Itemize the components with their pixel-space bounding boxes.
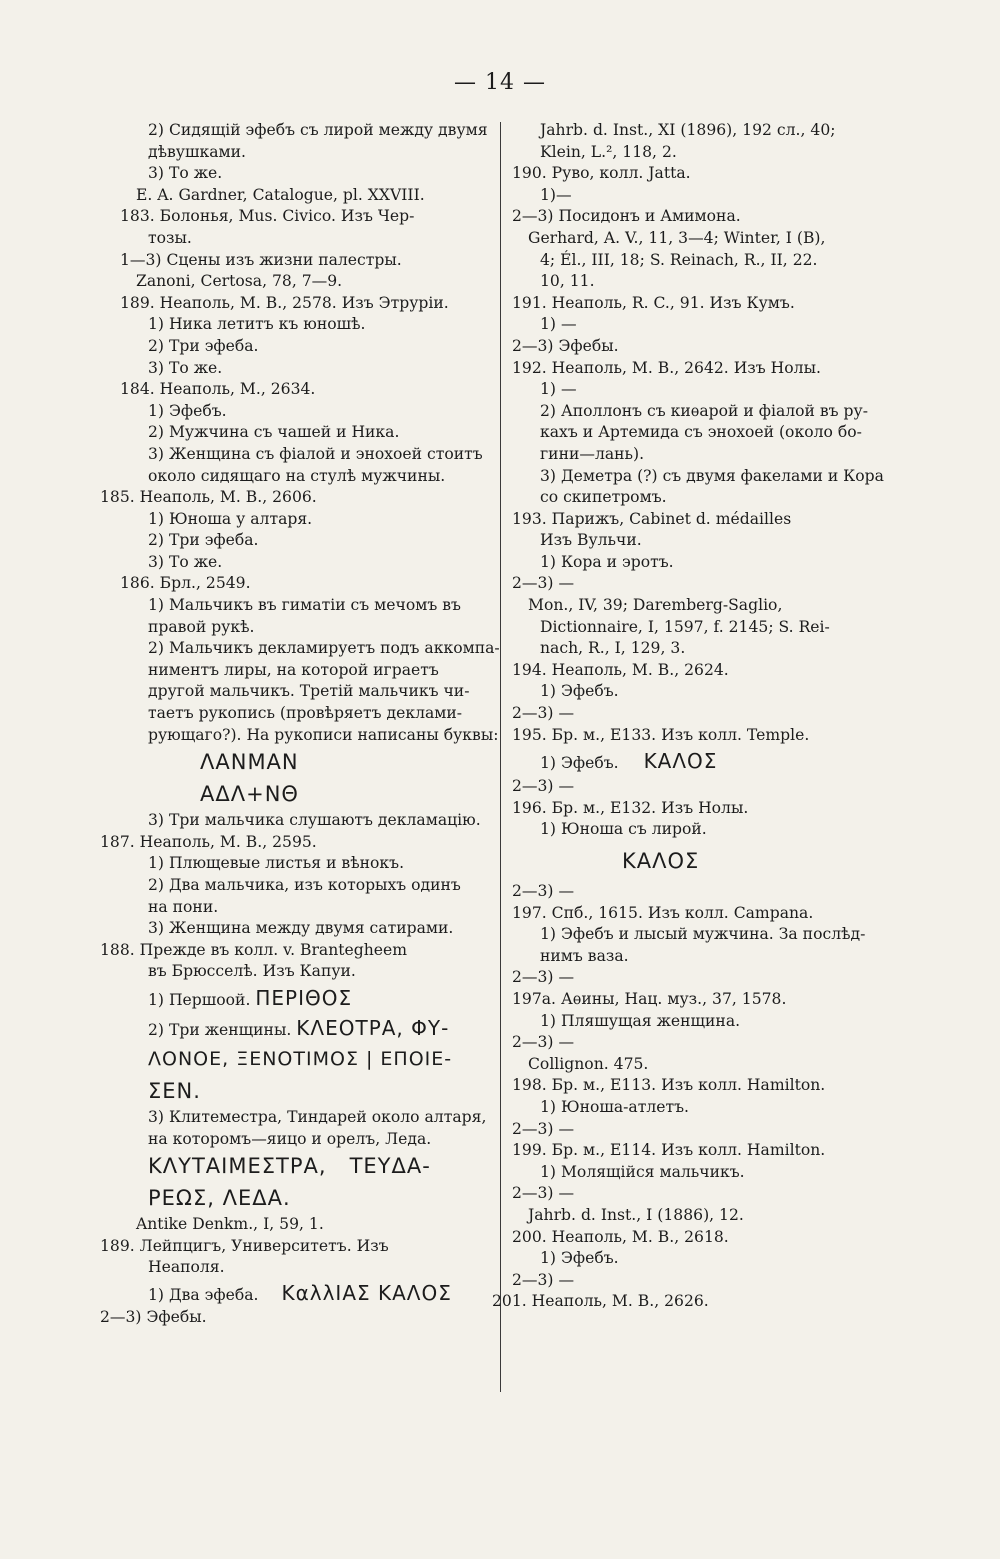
- text-line: 196. Бр. м., Е132. Изъ Нолы.: [512, 798, 749, 817]
- text-line: 1) Эфебъ.: [540, 1249, 619, 1268]
- text-line: 197. Спб., 1615. Изъ колл. Campana.: [512, 903, 814, 922]
- left-entries-c: [100, 1107, 490, 1150]
- text-line: 2) Аполлонъ съ киѳарой и фіалой въ ру-: [540, 401, 868, 420]
- text-line: 183. Болонья, Mus. Civico. Изъ Чер-: [120, 207, 415, 226]
- text-line: 1)—: [540, 185, 572, 204]
- text-line: 4; Él., III, 18; S. Reinach, R., II, 22.: [540, 250, 818, 269]
- text-line: 2) Сидящій эфебъ съ лирой между двумя: [148, 121, 488, 139]
- text-line: Collignon. 475.: [528, 1054, 649, 1073]
- text-line: Jahrb. d. Inst., XI (1896), 192 сл., 40;: [540, 121, 836, 139]
- left-entries-b: [100, 810, 490, 983]
- text-line: Неаполя.: [148, 1258, 225, 1277]
- text-line: Gerhard, A. V., 11, 3—4; Winter, I (B),: [528, 228, 826, 247]
- text-line: 2—3) —: [512, 1270, 575, 1289]
- ephebe-195-greek: ΚΑΛΟΣ: [643, 749, 718, 774]
- text-line: ниментъ лиры, на которой играетъ: [148, 660, 439, 679]
- text-line: 184. Неаполь, М., 2634.: [120, 380, 316, 399]
- left-entries-e: [100, 1307, 490, 1329]
- text-line: другой мальчикъ. Третій мальчикъ чи-: [148, 682, 470, 701]
- right-entries-c: [492, 881, 912, 1313]
- text-line: кахъ и Артемида съ энохоей (около бо-: [540, 423, 862, 442]
- two-ephebes-label: 1) Два эфеба.: [148, 1285, 259, 1304]
- text-line: со скипетромъ.: [540, 488, 667, 507]
- text-line: около сидящаго на стулѣ мужчины.: [148, 466, 446, 485]
- right-entries-a: [492, 120, 912, 746]
- text-line: 3) Женщина между двумя сатирами.: [148, 919, 454, 938]
- text-line: 198. Бр. м., Е113. Изъ колл. Hamilton.: [512, 1076, 826, 1095]
- three-women-greek-1: ΚΛΕΟΤΡΑ, ΦΥ-: [296, 1015, 450, 1040]
- ephebe-195-line: [492, 746, 912, 776]
- text-line: 2) Три эфеба.: [148, 336, 259, 355]
- text-line: Zanoni, Certosa, 78, 7—9.: [136, 272, 343, 291]
- text-line: Е. A. Gardner, Catalogue, pl. XXVIII.: [136, 185, 425, 204]
- text-line: 3) То же.: [148, 358, 223, 377]
- page-number: — 14 —: [454, 70, 546, 95]
- three-women-label: 2) Три женщины.: [148, 1020, 292, 1039]
- text-line: 2) Мужчина съ чашей и Ника.: [148, 423, 400, 442]
- text-line: 185. Неаполь, М. В., 2606.: [100, 488, 317, 507]
- text-line: 1) Эфебъ и лысый мужчина. За послѣд-: [540, 925, 866, 944]
- left-entries-a: [100, 120, 500, 746]
- text-line: Dictionnaire, I, 1597, f. 2145; S. Rei-: [540, 617, 830, 636]
- text-line: Klein, L.², 118, 2.: [540, 142, 677, 161]
- greek-inscription-2: ΑΔΛ+ΝΘ: [200, 782, 299, 807]
- text-line: 201. Неаполь, М. В., 2626.: [492, 1292, 709, 1311]
- text-line: 2—3) —: [512, 968, 575, 987]
- perioos-line: [100, 983, 490, 1013]
- text-line: Antike Denkm., I, 59, 1.: [136, 1215, 324, 1234]
- kalos-196-greek: ΚΑΛΟΣ: [622, 849, 700, 873]
- text-line: 2—3) —: [512, 1184, 575, 1203]
- text-line: 1) —: [540, 315, 577, 334]
- text-line: рующаго?). На рукописи написаны буквы:: [148, 725, 499, 744]
- text-line: 1) Кора и эротъ.: [540, 552, 674, 571]
- text-line: nach, R., I, 129, 3.: [540, 639, 686, 658]
- text-line: 2) Мальчикъ декламируетъ подъ аккомпа-: [148, 639, 500, 658]
- text-line: 189. Лейпцигъ, Университетъ. Изъ: [100, 1236, 389, 1255]
- text-line: 193. Парижъ, Cabinet d. médailles: [512, 509, 792, 528]
- text-line: правой рукѣ.: [148, 617, 255, 636]
- text-line: 2—3) Эфебы.: [100, 1307, 207, 1326]
- text-line: 1) Юноша у алтаря.: [148, 509, 313, 528]
- text-line: гини—лань).: [540, 444, 645, 463]
- text-line: 195. Бр. м., Е133. Изъ колл. Temple.: [512, 725, 810, 744]
- text-line: 1) Мальчикъ въ гиматіи съ мечомъ въ: [148, 596, 461, 615]
- text-line: Jahrb. d. Inst., I (1886), 12.: [528, 1205, 744, 1224]
- text-line: 3) Женщина съ фіалой и энохоей стоитъ: [148, 444, 483, 463]
- text-line: 187. Неаполь, М. В., 2595.: [100, 832, 317, 851]
- text-line: дѣвушками.: [148, 142, 246, 161]
- text-line: 2—3) Эфебы.: [512, 336, 619, 355]
- text-line: 2) Три эфеба.: [148, 531, 259, 550]
- text-line: 2) Два мальчика, изъ которыхъ одинъ: [148, 876, 461, 894]
- text-line: 197a. Аѳины, Нац. муз., 37, 1578.: [512, 989, 787, 1008]
- three-women-greek-2: ΛΟΝΟΕ, ΞΕΝΟΤΙΜΟΣ | ΕΠΟΙΕ-: [148, 1047, 453, 1070]
- text-line: 200. Неаполь, М. В., 2618.: [512, 1227, 729, 1246]
- text-line: 1) Пляшущая женщина.: [540, 1011, 741, 1030]
- text-line: 1) Молящійся мальчикъ.: [540, 1162, 745, 1181]
- text-line: 1) Плющевые листья и вѣнокъ.: [148, 854, 405, 873]
- text-line: 3) Деметра (?) съ двумя факелами и Кора: [540, 466, 884, 485]
- text-line: 1) Юноша съ лирой.: [540, 820, 707, 839]
- text-line: 2—3) —: [512, 1119, 575, 1138]
- text-line: 10, 11.: [540, 272, 595, 291]
- left-entries-d: [100, 1214, 490, 1279]
- text-line: 1—3) Сцены изъ жизни палестры.: [120, 250, 402, 269]
- text-line: 2—3) Посидонъ и Амимона.: [512, 207, 741, 226]
- text-line: 1) Эфебъ.: [540, 682, 619, 701]
- text-line: 1) Юноша-атлетъ.: [540, 1097, 689, 1116]
- right-entries-b: [492, 776, 912, 841]
- two-ephebes-greek: ΚαλλΙΑΣ ΚΑΛΟΣ: [281, 1280, 452, 1305]
- klyt-greek-1: ΚΛΥΤΑΙΜΕΣΤΡΑ, ΤΕΥΔΑ-: [148, 1154, 431, 1179]
- text-line: 1) Ника летитъ къ юношѣ.: [148, 315, 366, 334]
- text-line: 199. Бр. м., Е114. Изъ колл. Hamilton.: [512, 1141, 826, 1160]
- perioos-label: 1) Першоой.: [148, 990, 251, 1009]
- text-line: 1) —: [540, 380, 577, 399]
- text-line: 2—3) —: [512, 704, 575, 723]
- text-line: 3) То же.: [148, 552, 223, 571]
- text-line: 3) Три мальчика слушаютъ декламацію.: [148, 811, 481, 830]
- text-line: таетъ рукопись (провѣряетъ деклами-: [148, 704, 463, 723]
- text-line: 194. Неаполь, М. В., 2624.: [512, 660, 729, 679]
- text-line: 3) Клитеместра, Тиндарей около алтаря,: [148, 1107, 487, 1126]
- text-line: 2—3) —: [512, 882, 575, 900]
- two-ephebes-line: [100, 1279, 490, 1307]
- text-line: 190. Руво, колл. Jatta.: [512, 164, 691, 183]
- text-line: въ Брюсселѣ. Изъ Капуи.: [148, 962, 356, 981]
- text-line: 2—3) —: [512, 574, 575, 593]
- text-line: 1) Эфебъ.: [148, 401, 227, 420]
- text-line: 188. Прежде въ колл. v. Brantegheem: [100, 940, 408, 959]
- text-line: Изъ Вульчи.: [540, 531, 642, 550]
- text-line: нимъ ваза.: [540, 946, 629, 965]
- text-line: 192. Неаполь, М. В., 2642. Изъ Нолы.: [512, 358, 821, 377]
- text-line: 189. Неаполь, М. В., 2578. Изъ Этруріи.: [120, 293, 449, 312]
- greek-inscription-1: ΛΑΝΜΑΝ: [200, 750, 299, 775]
- text-line: тозы.: [148, 228, 192, 247]
- text-line: 186. Брл., 2549.: [120, 574, 251, 593]
- right-column: [492, 120, 912, 1313]
- text-line: 2—3) —: [512, 777, 575, 796]
- klyt-greek-2: ΡΕΩΣ, ΛΕΔΑ.: [148, 1186, 291, 1211]
- text-line: Mon., IV, 39; Daremberg-Saglio,: [528, 596, 783, 615]
- text-line: 3) То же.: [148, 164, 223, 183]
- perioos-greek: ΠΕΡΙΘΟΣ: [255, 985, 353, 1010]
- three-women-greek-3: ΣΕΝ.: [148, 1078, 201, 1103]
- text-line: 2—3) —: [512, 1033, 575, 1052]
- text-line: 191. Неаполь, R. C., 91. Изъ Кумъ.: [512, 293, 795, 312]
- ephebe-195-label: 1) Эфебъ.: [540, 754, 619, 773]
- left-column: [100, 120, 500, 1329]
- text-line: на которомъ—яицо и орелъ, Леда.: [148, 1129, 432, 1148]
- three-women-line: [100, 1013, 490, 1043]
- text-line: на пони.: [148, 897, 219, 916]
